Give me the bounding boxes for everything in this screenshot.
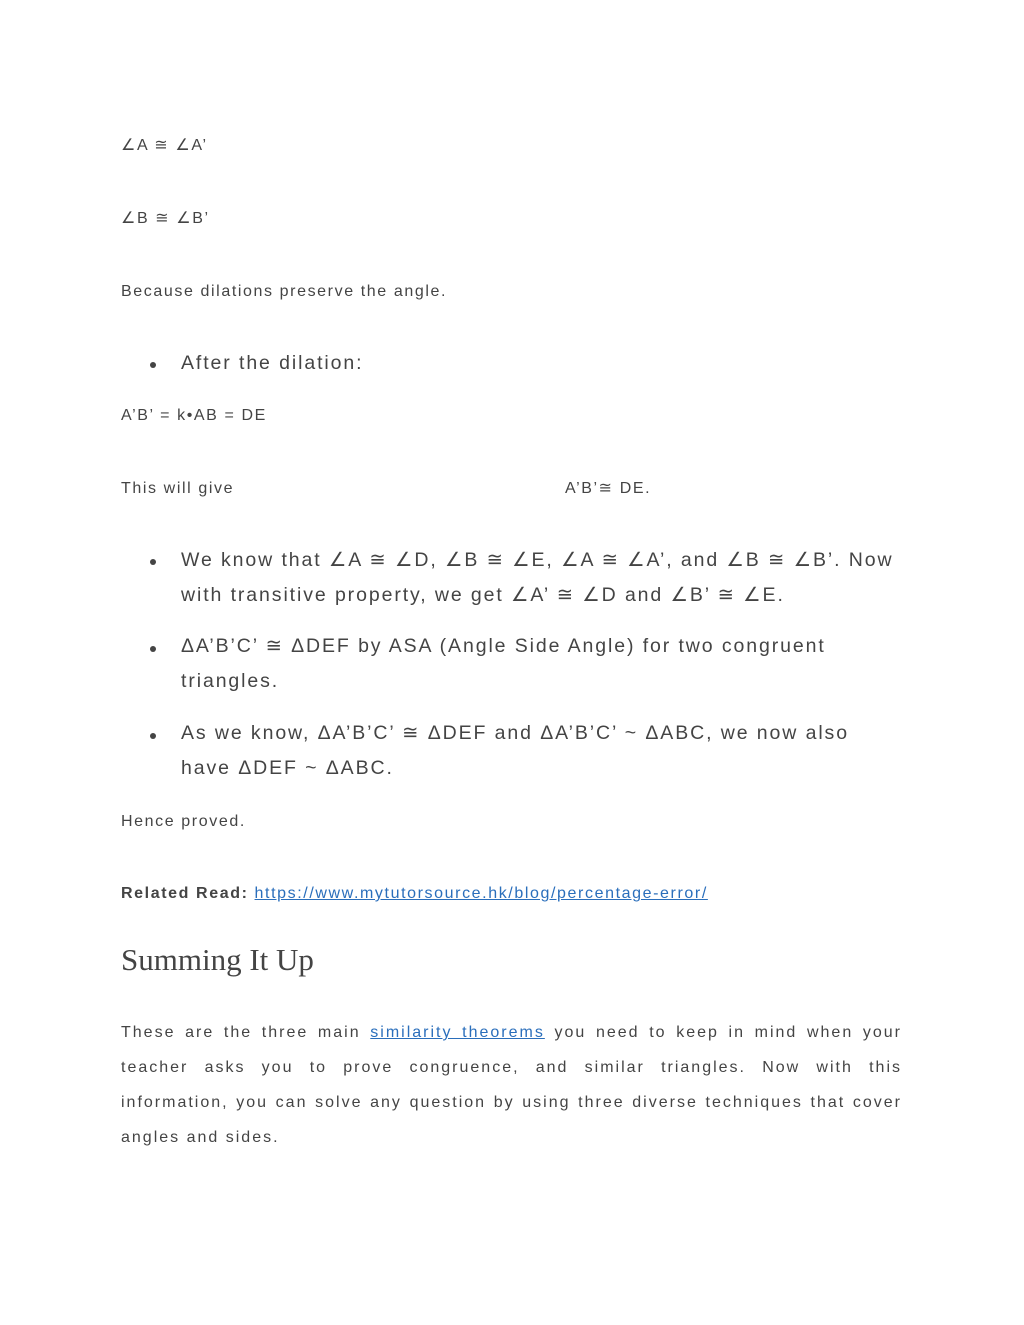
bullet-icon (150, 559, 156, 565)
similarity-theorems-link[interactable]: similarity theorems (370, 1024, 545, 1041)
because-statement: Because dilations preserve the angle. (121, 283, 448, 300)
this-will-give-text: This will give (121, 480, 235, 497)
bullet-icon (150, 646, 156, 652)
related-read-label: Related Read: (121, 885, 249, 902)
angle-b-congruence: ∠B ≅ ∠B’ (121, 210, 210, 227)
dilation-equation: A’B’ = k•AB = DE (121, 407, 267, 424)
summary-paragraph (121, 1015, 902, 1155)
congruence-result: A’B’≅ DE. (565, 480, 652, 497)
related-read-link[interactable]: https://www.mytutorsource.hk/blog/percentage-error/ (254, 885, 708, 902)
after-dilation-bullet: After the dilation: (181, 352, 364, 374)
related-read (121, 884, 708, 904)
transitive-bullet: We know that ∠A ≅ ∠D, ∠B ≅ ∠E, ∠A ≅ ∠A’, and ∠B ≅ ∠B’. Now with transitive property, we get ∠A’ ≅ ∠D and ∠B’ ≅ ∠E. (181, 549, 894, 606)
bullet-icon (150, 733, 156, 739)
summary-text-before: These are the three main (121, 1024, 371, 1041)
asa-bullet: ΔA’B’C’ ≅ ΔDEF by ASA (Angle Side Angle) for two congruent triangles. (181, 635, 826, 692)
section-heading: Summing It Up (121, 942, 314, 977)
angle-a-congruence: ∠A ≅ ∠A’ (121, 137, 208, 154)
bullet-icon (150, 362, 156, 368)
summary-text-after: you need to keep in mind when your teacher asks you to prove congruence, and similar triangles. Now with this information, you can solve any question by using three diverse techniques that cover angles and sides. (121, 1024, 903, 1146)
hence-proved: Hence proved. (121, 813, 246, 830)
similarity-bullet: As we know, ΔA’B’C’ ≅ ΔDEF and ΔA’B’C’ ~ ΔABC, we now also have ΔDEF ~ ΔABC. (181, 722, 849, 779)
